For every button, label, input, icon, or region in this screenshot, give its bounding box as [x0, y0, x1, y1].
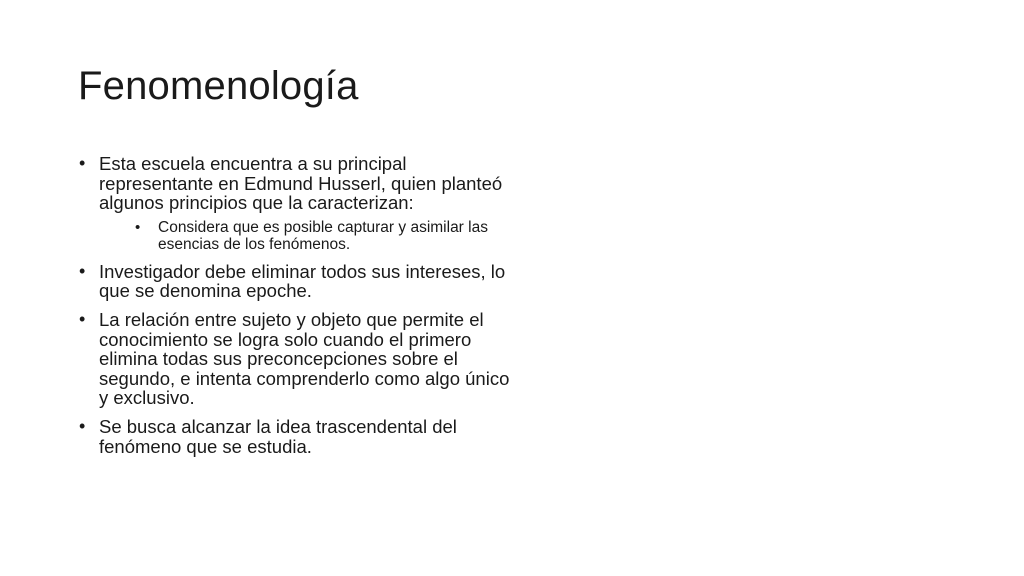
bullet-item: [78, 262, 518, 301]
bullet-text: Se busca alcanzar la idea trascendental del fenómeno que se estudia.: [99, 415, 457, 457]
bullet-icon: •: [79, 308, 86, 329]
bullet-icon: •: [79, 260, 86, 281]
bullet-text: La relación entre sujeto y objeto que permite el conocimiento se logra solo cuando el primero elimina todas sus preconcepciones sobre el segundo, e intenta comprenderlo como algo único y exclusivo.: [99, 308, 510, 409]
slide-content: [78, 154, 518, 465]
bullet-item: [78, 154, 518, 253]
bullet-text: Esta escuela encuentra a su principal representante en Edmund Husserl, quien planteó algunos principios que la caracterizan:: [99, 153, 503, 214]
bullet-icon: •: [135, 218, 141, 236]
bullet-item: [78, 417, 518, 456]
bullet-icon: •: [79, 415, 86, 436]
bullet-item: [78, 310, 518, 408]
sub-bullet-text: Considera que es posible capturar y asimilar las esencias de los fenómenos.: [158, 218, 488, 253]
bullet-text: Investigador debe eliminar todos sus intereses, lo que se denomina epoche.: [99, 260, 506, 302]
slide-title: Fenomenología: [78, 64, 359, 108]
bullet-icon: •: [79, 153, 86, 173]
bullet-list: [78, 154, 518, 456]
sub-bullet-item: [121, 219, 518, 253]
sub-bullet-list: [99, 219, 518, 253]
